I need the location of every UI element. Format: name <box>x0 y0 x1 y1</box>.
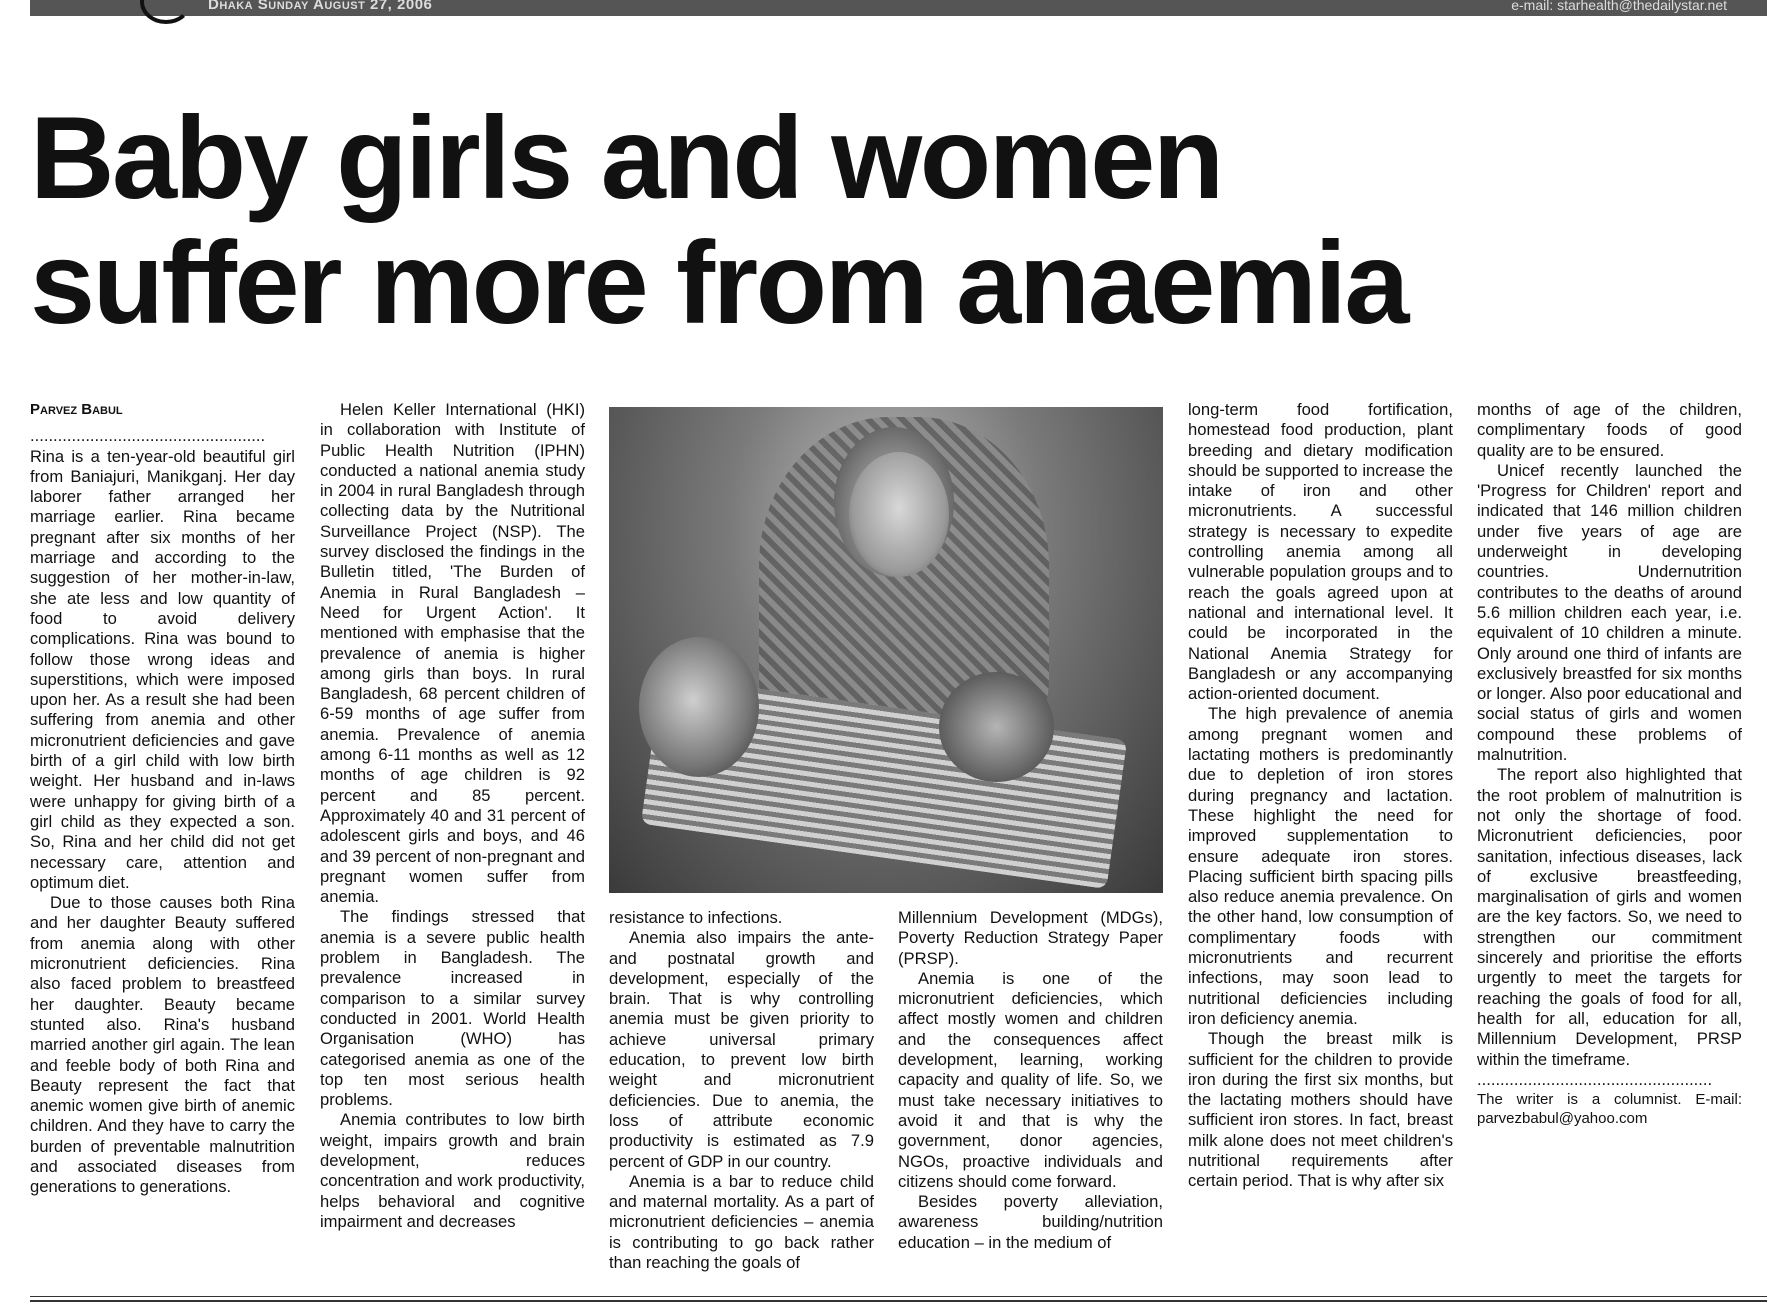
paragraph: The report also highlighted that the root problem of malnutrition is not only the shortage of food. Micronutrient deficiencies, poor sanitation, infectious diseases, lack of exclusive breastfeeding, marginalisation of girls and women are the key factors. So, we need to strengthen our commitment sincerely and prioritise the efforts urgently to meet the targets for reaching the goals of food for all, health for all, education for all, Millennium Development, PRSP within the timeframe. <box>1477 765 1742 1069</box>
paragraph: Rina is a ten-year-old beautiful girl from Baniajuri, Manikganj. Her day laborer father arranged her marriage earlier. Rina became pregnant after six months of her marriage and according to the suggestion of her mother-in-law, she ate less and low quantity of food to avoid delivery complications. Rina was bound to follow those wrong ideas and superstitions, which were imposed upon her. As a result she had been suffering from anemia and other micronutrient deficiencies and gave birth of a girl child with low birth weight. Her husband and in-laws were unhappy for giving birth of a girl child as they expected a son. So, Rina and her child did not get necessary care, attention and optimum diet. <box>30 446 295 892</box>
article-column-4 <box>898 908 1163 1253</box>
paragraph: The high prevalence of anemia among pregnant women and lactating mothers is predominantly due to depletion of iron stores during pregnancy and lactation. These highlight the need for improved supplementation to ensure adequate iron stores. Placing sufficient birth spacing pills also reduce anemia prevalence. On the other hand, low consumption of complimentary foods with micronutrients and recurrent infections, may soon lead to nutritional deficiencies including iron deficiency anemia. <box>1188 704 1453 1028</box>
byline: Parvez Babul <box>30 401 123 418</box>
end-separator: ................................................... <box>1477 1069 1713 1089</box>
paragraph: Anemia also impairs the ante- and postnatal growth and development, especially of the brain. That is why controlling anemia must be given priority to achieve universal primary education, to prevent low birth weight and micronutrient deficiencies. Due to anemia, the loss of attribute economic productivity is estimated as 7.9 percent of GDP in our country. <box>609 928 874 1171</box>
masthead-email: e-mail: starhealth@thedailystar.net <box>1511 0 1727 13</box>
paragraph: months of age of the children, complimentary foods of good quality are to be ensured. <box>1477 400 1742 460</box>
article-column-2 <box>320 400 585 1232</box>
paragraph: Due to those causes both Rina and her daughter Beauty suffered from anemia along with other micronutrient deficiencies. Rina also faced problem to breastfeed her daughter. Beauty became stunted also. Rina's husband married another girl again. The lean and feeble body of both Rina and Beauty represent the fact that anemic women give birth of anemic children. And they have to carry the burden of preventable malnutrition and associated diseases from generations to generations. <box>30 893 295 1197</box>
article-column-3 <box>609 908 874 1273</box>
paragraph: Anemia is one of the micronutrient deficiencies, which affect mostly women and children and the consequences affect development, learning, working capacity and quality of life. So, we must take necessary initiatives to avoid it and that is why the government, donor agencies, NGOs, proactive individuals and citizens should come forward. <box>898 968 1163 1191</box>
paragraph: resistance to infections. <box>609 908 783 927</box>
byline-separator: ................................................... <box>30 426 266 446</box>
headline <box>30 92 1650 348</box>
headline-line-1: Baby girls and women <box>30 92 1222 223</box>
paragraph: Besides poverty alleviation, awareness building/nutrition education – in the medium of <box>898 1192 1163 1252</box>
paragraph: Helen Keller International (HKI) in collaboration with Institute of Public Health Nutrition (IPHN) conducted a national anemia study in 2004 in rural Bangladesh through collecting data by the Nutritional Surveillance Project (NSP). The survey disclosed the findings in the Bulletin titled, 'The Burden of Anemia in Rural Bangladesh – Need for Urgent Action'. It mentioned with emphasise that the prevalence of anemia is higher among girls than boys. In rural Bangladesh, 68 percent children of 6-59 months of age suffer from anemia. Prevalence of anemia among 6-11 months as well as 12 months of age children is 92 percent and 85 percent. Approximately 40 and 31 percent of adolescent girls and boys, and 46 and 39 percent of non-pregnant and pregnant women suffer from anemia. <box>320 400 585 907</box>
photo-mother-face <box>849 452 949 577</box>
photo-baby-left <box>639 637 759 777</box>
masthead-bar <box>30 0 1767 16</box>
footer-rule <box>30 1300 1767 1302</box>
article-column-1 <box>30 400 295 1198</box>
paragraph: Anemia contributes to low birth weight, impairs growth and brain development, reduces concentration and work productivity, helps behavioral and cognitive impairment and decreases <box>320 1110 585 1231</box>
writer-note: The writer is a columnist. E-mail: parvezbabul@yahoo.com <box>1477 1091 1742 1128</box>
photo-baby-right <box>939 672 1054 782</box>
headline-line-2: suffer more from anaemia <box>30 217 1407 348</box>
article-photo <box>609 407 1163 893</box>
footer-rule-thin <box>30 1296 1767 1297</box>
paragraph: Millennium Development (MDGs), Poverty Reduction Strategy Paper (PRSP). <box>898 908 1163 968</box>
paragraph: long-term food fortification, homestead food production, plant breeding and dietary modification should be supported to increase the intake of iron and other micronutrients. A successful strategy is necessary to expedite controlling anemia among all vulnerable population groups and to reach the goals agreed upon at national and international level. It could be incorporated in the National Anemia Strategy for Bangladesh or any accompanying action-oriented document. <box>1188 400 1453 704</box>
paragraph: The findings stressed that anemia is a severe public health problem in Bangladesh. The prevalence increased in comparison to a similar survey conducted in 2001. World Health Organisation (WHO) has categorised anemia as one of the top ten most serious health problems. <box>320 907 585 1110</box>
paragraph: Unicef recently launched the 'Progress for Children' report and indicated that 146 million children under five years of age are underweight in developing countries. Undernutrition contributes to the deaths of around 5.6 million children each year, i.e. equivalent of 10 children a minute. Only around one third of infants are exclusively breastfed for six months or longer. Also poor educational and social status of girls and women compound these problems of malnutrition. <box>1477 460 1742 765</box>
article-column-6 <box>1477 400 1742 1128</box>
paragraph: Though the breast milk is sufficient for the children to provide iron during the first six months, but the lactating mothers should have sufficient iron stores. In fact, breast milk alone does not meet children's nutritional requirements after certain period. That is why after six <box>1188 1029 1453 1191</box>
dateline: Dhaka Sunday August 27, 2006 <box>208 0 433 13</box>
paragraph: Anemia is a bar to reduce child and maternal mortality. As a part of micronutrient deficiencies – anemia is contributing to go back rather than reaching the goals of <box>609 1171 874 1273</box>
article-column-5 <box>1188 400 1453 1192</box>
masthead-logo-swoosh-icon <box>140 0 192 24</box>
